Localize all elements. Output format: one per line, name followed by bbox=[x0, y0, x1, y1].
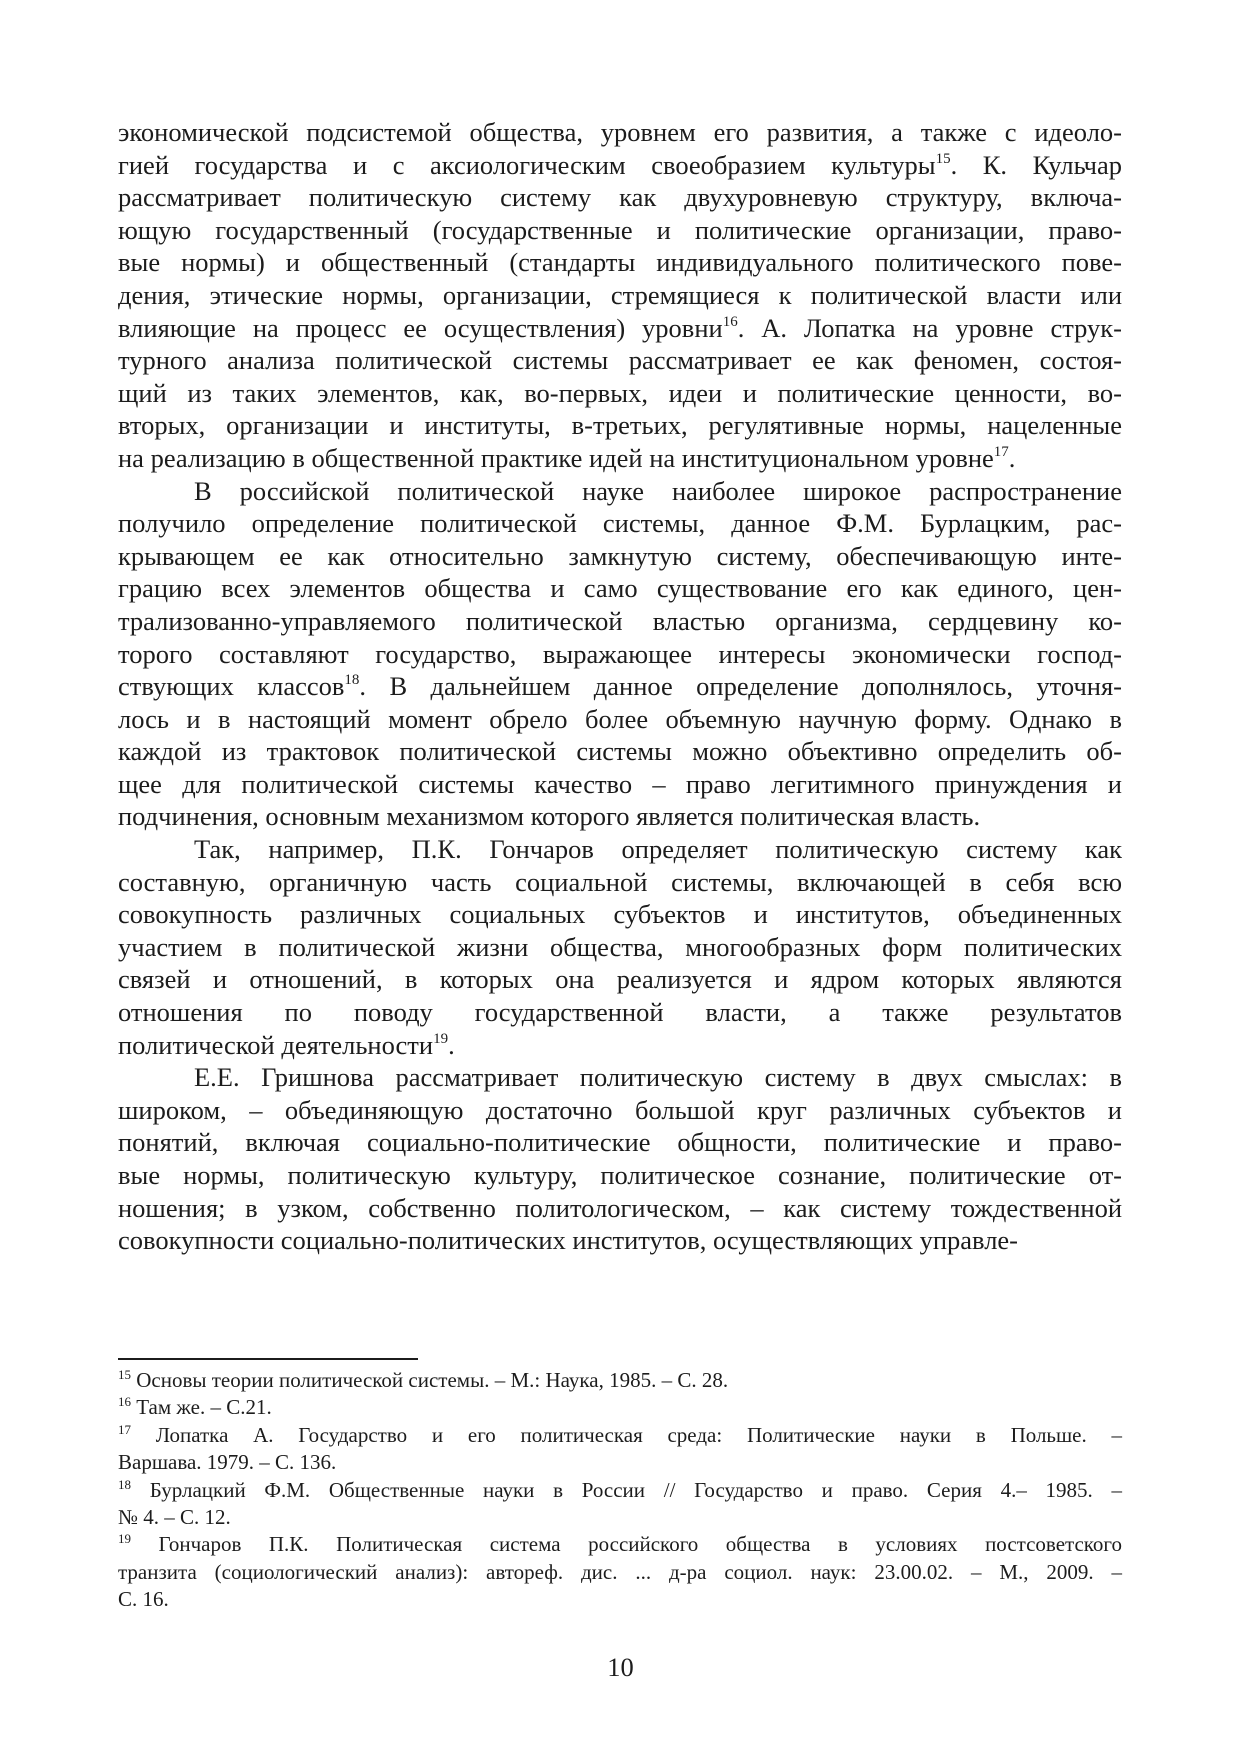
text-line: грацию всех элементов общества и само существование его как единого, цен- bbox=[118, 573, 1122, 604]
footnote-line: $^{15}$ Основы теории политической системы. – М.: Наука, 1985. – С. 28. bbox=[118, 1367, 729, 1392]
text-line: политической деятельности$^{19}$. bbox=[118, 1029, 455, 1060]
footnote-number: 15 bbox=[118, 1367, 131, 1382]
text-line: участием в политической жизни общества, многообразных форм политических bbox=[118, 931, 1122, 962]
footnotes bbox=[118, 1367, 1122, 1614]
main-text bbox=[118, 116, 1122, 1257]
text-line: вторых, организации и институты, в-третьих, регулятивные нормы, нацеленные bbox=[118, 410, 1122, 441]
footnote-line: $^{18}$ Бурлацкий Ф.М. Общественные науки в России // Государство и право. Серия 4.– 1985. – bbox=[118, 1476, 1122, 1502]
text-line: ющую государственный (государственные и политические организации, право- bbox=[118, 214, 1122, 245]
text-line: широком, – объединяющую достаточно большой круг различных субъектов и bbox=[118, 1094, 1122, 1125]
footnote-line: транзита (социологический анализ): автореф. дис. ... д-ра социол. наук: 23.00.02. – М., 2009. – bbox=[118, 1559, 1122, 1584]
footnote-line: Варшава. 1979. – С. 136. bbox=[118, 1450, 337, 1475]
text-line: составную, органичную часть социальной системы, включающей в себя всю bbox=[118, 866, 1122, 897]
text-line: В российской политической науке наиболее широкое распространение bbox=[194, 475, 1122, 506]
text-line: вые нормы) и общественный (стандарты индивидуального политического пове- bbox=[118, 247, 1122, 278]
text-line: дения, этические нормы, организации, стремящиеся к политической власти или bbox=[118, 279, 1122, 310]
footnote bbox=[118, 1477, 1122, 1532]
paragraph bbox=[118, 475, 1122, 834]
text-line: Е.Е. Гришнова рассматривает политическую систему в двух смыслах: в bbox=[194, 1062, 1122, 1093]
text-line: гией государства и с аксиологическим своеобразием культуры$^{15}$. К. Кульчар bbox=[118, 149, 1122, 180]
footnote bbox=[118, 1531, 1122, 1613]
paragraph bbox=[118, 1061, 1122, 1257]
text-line: отношения по поводу государственной власти, а также результатов bbox=[118, 997, 1122, 1028]
footnote-line: $^{19}$ Гончаров П.К. Политическая система российского общества в условиях постсоветского bbox=[118, 1531, 1123, 1557]
footnote bbox=[118, 1367, 1122, 1394]
text-line: влияющие на процесс ее осуществления) уровни$^{16}$. А. Лопатка на уровне струк- bbox=[118, 312, 1122, 343]
paragraph bbox=[118, 116, 1122, 475]
text-line: торого составляют государство, выражающее интересы экономически господ- bbox=[118, 638, 1122, 669]
footnote-number: 16 bbox=[118, 1394, 131, 1410]
text-line: понятий, включая социально-политические общности, политические и право- bbox=[118, 1127, 1122, 1158]
text-line: трализованно-управляемого политической властью организма, сердцевину ко- bbox=[118, 605, 1122, 636]
text-line: на реализацию в общественной практике идей на институциональном уровне$^{17}$. bbox=[118, 442, 1016, 473]
text-line: щий из таких элементов, как, во-первых, идеи и политические ценности, во- bbox=[118, 377, 1122, 408]
footnote-line: $^{17}$ Лопатка А. Государство и его политическая среда: Политические науки в Польше. – bbox=[118, 1421, 1123, 1447]
text-line: каждой из трактовок политической системы можно объективно определить об- bbox=[118, 736, 1122, 767]
text-line: ствующих классов$^{18}$. В дальнейшем данное определение дополнялось, уточня- bbox=[118, 671, 1122, 702]
footnote-line: № 4. – С. 12. bbox=[118, 1505, 231, 1530]
text-line: подчинения, основным механизмом которого является политическая власть. bbox=[118, 801, 981, 832]
text-line: совокупность различных социальных субъектов и институтов, объединенных bbox=[118, 899, 1122, 930]
text-line: совокупности социально-политических институтов, осуществляющих управле- bbox=[118, 1225, 1019, 1256]
text-line: ношения; в узком, собственно политологическом, – как систему тождественной bbox=[118, 1192, 1122, 1223]
text-line: экономической подсистемой общества, уровнем его развития, а также с идеоло- bbox=[118, 117, 1122, 147]
text-line: щее для политической системы качество – право легитимного принуждения и bbox=[118, 768, 1122, 799]
footnote-ref: 16 bbox=[722, 313, 738, 330]
text-line: крывающем ее как относительно замкнутую систему, обеспечивающую инте- bbox=[118, 540, 1122, 571]
text-line: получило определение политической системы, данное Ф.М. Бурлацким, рас- bbox=[118, 508, 1122, 539]
text-line: турного анализа политической системы рассматривает ее как феномен, состоя- bbox=[118, 345, 1122, 376]
footnote-ref: 17 bbox=[993, 443, 1009, 460]
text-line: связей и отношений, в которых она реализуется и ядром которых являются bbox=[118, 964, 1122, 995]
page-number: 10 bbox=[607, 1652, 634, 1682]
footnote-number: 19 bbox=[118, 1531, 131, 1547]
text-line: лось и в настоящий момент обрело более объемную научную форму. Однако в bbox=[118, 703, 1122, 734]
text-line: рассматривает политическую систему как двухуровневую структуру, включа- bbox=[118, 182, 1122, 213]
footnote-separator bbox=[118, 1358, 418, 1360]
footnote bbox=[118, 1422, 1122, 1477]
footnote-line: С. 16. bbox=[118, 1587, 169, 1612]
footnote-ref: 19 bbox=[433, 1030, 449, 1047]
footnote-number: 18 bbox=[118, 1476, 131, 1492]
footnote-line: $^{16}$ Там же. – С.21. bbox=[118, 1394, 272, 1420]
footnote-ref: 18 bbox=[344, 672, 360, 689]
text-line: вые нормы, политическую культуру, политическое сознание, политические от- bbox=[118, 1160, 1122, 1190]
footnote-number: 17 bbox=[118, 1421, 131, 1437]
footnote bbox=[118, 1394, 1122, 1421]
text-line: Так, например, П.К. Гончаров определяет политическую систему как bbox=[194, 834, 1122, 865]
paragraph bbox=[118, 833, 1122, 1061]
footnote-ref: 15 bbox=[935, 150, 951, 167]
